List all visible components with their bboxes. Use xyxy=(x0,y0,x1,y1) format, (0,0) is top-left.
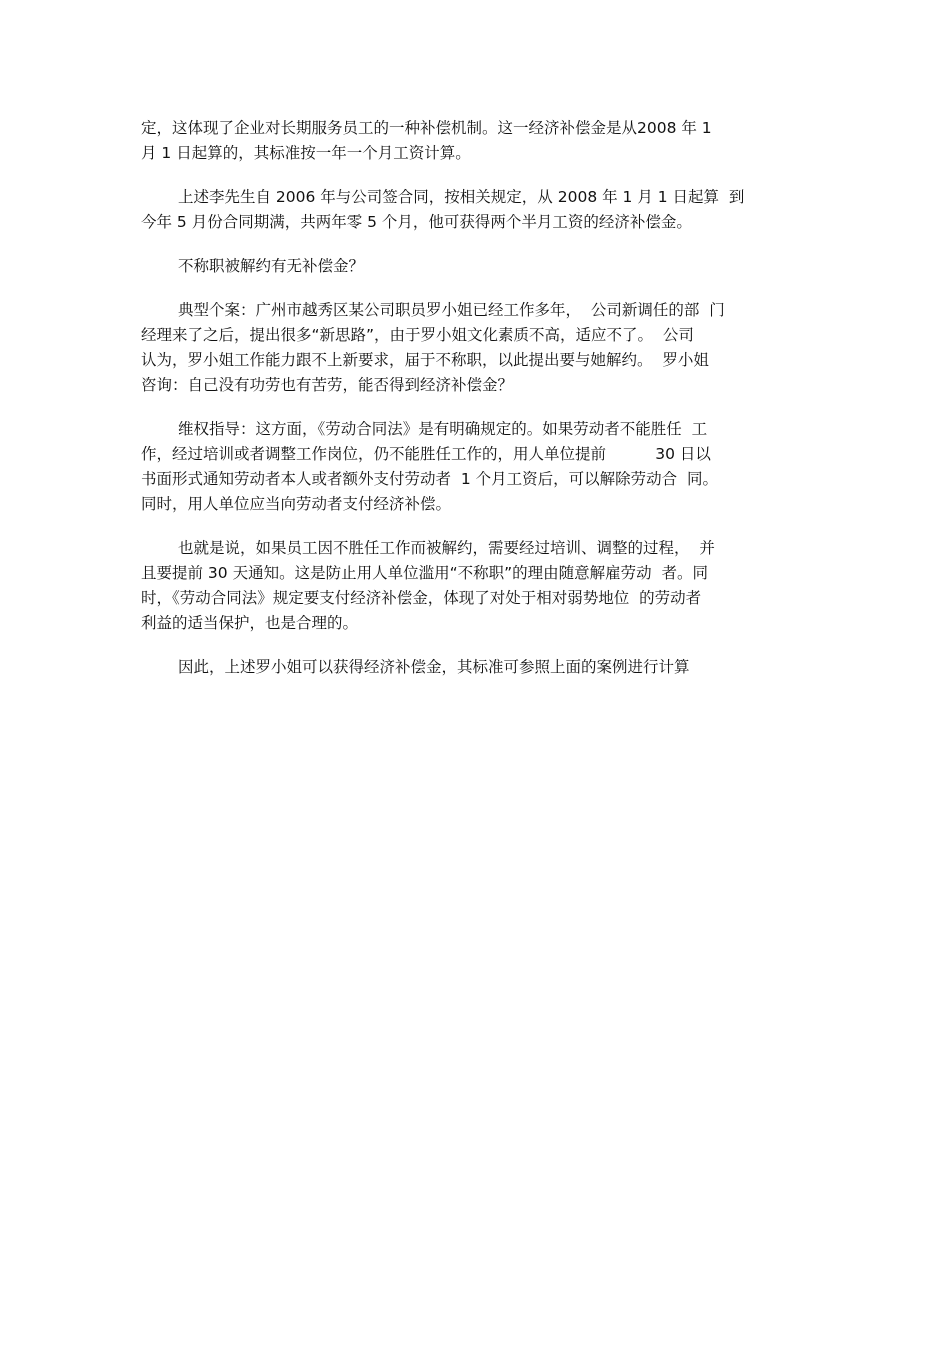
text-line: 同时，用人单位应当向劳动者支付经济补偿。 xyxy=(141,495,452,513)
text-line: 认为，罗小姐工作能力跟不上新要求，届于不称职，以此提出要与她解约。 罗小姐 xyxy=(141,351,709,369)
paragraph xyxy=(141,655,811,680)
text-line: 也就是说，如果员工因不胜任工作而被解约，需要经过培训、调整的过程， 并 xyxy=(178,539,715,557)
paragraph xyxy=(141,185,811,235)
text-line: 且要提前 30 天通知。这是防止用人单位滥用“不称职”的理由随意解雇劳动 者。同 xyxy=(141,564,708,582)
text-line: 因此，上述罗小姐可以获得经济补偿金，其标准可参照上面的案例进行计算 xyxy=(178,658,690,676)
text-line: 今年 5 月份合同期满，共两年零 5 个月，他可获得两个半月工资的经济补偿金。 xyxy=(141,213,692,231)
text-line: 利益的适当保护，也是合理的。 xyxy=(141,614,359,632)
text-line: 作，经过培训或者调整工作岗位，仍不能胜任工作的，用人单位提前 30 日以 xyxy=(141,445,711,463)
text-line: 上述李先生自 2006 年与公司签合同，按相关规定，从 2008 年 1 月 1 日起算 到 xyxy=(178,188,745,206)
text-line: 经理来了之后，提出很多“新思路”，由于罗小姐文化素质不高，适应不了。 公司 xyxy=(141,326,694,344)
text-line: 月 1 日起算的，其标准按一年一个月工资计算。 xyxy=(141,144,471,162)
text-line: 书面形式通知劳动者本人或者额外支付劳动者 1 个月工资后，可以解除劳动合 同。 xyxy=(141,470,718,488)
text-line: 时，《劳动合同法》规定要支付经济补偿金，体现了对处于相对弱势地位 的劳动者 xyxy=(141,589,702,607)
text-line: 定，这体现了企业对长期服务员工的一种补偿机制。这一经济补偿金是从2008 年 1 xyxy=(141,119,712,137)
text-line: 咨询：自己没有功劳也有苦劳，能否得到经济补偿金？ xyxy=(141,376,514,394)
section-question xyxy=(141,254,811,279)
paragraph xyxy=(141,536,811,636)
paragraph xyxy=(141,116,811,166)
paragraph xyxy=(141,298,811,398)
text-line: 典型个案：广州市越秀区某公司职员罗小姐已经工作多年， 公司新调任的部 门 xyxy=(178,301,725,319)
document-body xyxy=(141,116,811,699)
text-line: 维权指导：这方面，《劳动合同法》是有明确规定的。如果劳动者不能胜任 工 xyxy=(178,420,708,438)
text-line: 不称职被解约有无补偿金？ xyxy=(178,257,365,275)
paragraph xyxy=(141,417,811,517)
